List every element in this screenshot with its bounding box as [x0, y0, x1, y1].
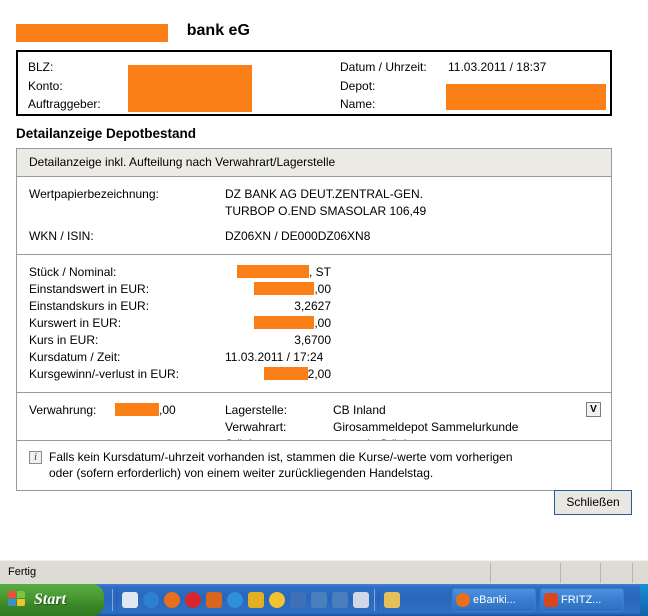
figure-value: , ST — [225, 264, 331, 281]
verwahrung-value: ,00 — [115, 402, 176, 419]
status-text: Fertig — [8, 566, 37, 578]
verwahrart-label: Verwahrart: — [225, 420, 287, 434]
security-name-label: Wertpapierbezeichnung: — [29, 187, 159, 201]
info-line-2: oder (sofern erforderlich) von einem weiter zurückliegenden Handelstag. — [49, 466, 434, 480]
value-redaction — [237, 265, 309, 278]
figure-label: Einstandskurs in EUR: — [29, 299, 150, 313]
name-label: Name: — [340, 97, 376, 111]
info-text — [49, 449, 601, 481]
verwahrart-value: Girosammeldepot Sammelurkunde — [333, 420, 519, 434]
lagerstelle-row — [225, 402, 601, 419]
info-box — [16, 440, 612, 491]
figure-label: Einstandswert in EUR: — [29, 282, 150, 296]
security-section — [17, 177, 611, 255]
forward-icon[interactable] — [332, 592, 348, 608]
verwahrart-row — [225, 419, 601, 436]
figure-value: 3,6700 — [294, 333, 331, 347]
task-button-label: eBanki... — [473, 594, 516, 606]
konto-label: Konto: — [28, 79, 63, 93]
smiley-icon[interactable] — [269, 592, 285, 608]
system-tray[interactable] — [640, 584, 648, 616]
depot-value-redaction — [446, 84, 606, 110]
lagerstelle-value: CB Inland — [333, 403, 386, 417]
figure-row — [29, 349, 601, 366]
toolbar-grip[interactable] — [374, 589, 379, 611]
value-redaction — [115, 403, 159, 416]
figure-label: Kurswert in EUR: — [29, 316, 122, 330]
show-desktop-icon[interactable] — [122, 592, 138, 608]
depot-label: Depot: — [340, 79, 376, 93]
verwahrung-row — [29, 402, 225, 419]
figure-value: ,00 — [225, 315, 331, 332]
status-separator — [560, 563, 561, 583]
auftraggeber-label: Auftraggeber: — [28, 97, 101, 111]
firefox-icon[interactable] — [164, 592, 180, 608]
figure-row — [29, 298, 601, 315]
task-button-fritz[interactable] — [540, 588, 624, 612]
status-bar — [0, 560, 648, 584]
wkn-isin-value: DZ06XN / DE000DZ06XN8 — [225, 229, 371, 243]
figure-label: Kurs in EUR: — [29, 333, 99, 347]
value-redaction — [254, 282, 314, 295]
taskbar — [0, 584, 648, 616]
folder-icon[interactable] — [384, 592, 400, 608]
figure-value: 11.03.2011 / 17:24 — [225, 350, 324, 364]
start-label: Start — [34, 591, 67, 608]
task-buttons — [452, 588, 624, 612]
figure-value: ,00 — [225, 281, 331, 298]
value-redaction — [254, 316, 314, 329]
info-icon: i — [29, 451, 42, 464]
figure-row — [29, 264, 601, 281]
task-button-label: FRITZ... — [561, 594, 602, 606]
figure-row — [29, 332, 601, 349]
figure-value: 2,00 — [225, 366, 331, 383]
start-button[interactable] — [0, 584, 104, 616]
close-button[interactable]: Schließen — [554, 490, 632, 515]
firefox-icon — [456, 593, 470, 607]
status-separator — [600, 563, 601, 583]
task-button-ebanking[interactable] — [452, 588, 536, 612]
security-name-row — [29, 186, 601, 203]
figure-value: 3,2627 — [294, 299, 331, 313]
opera-icon[interactable] — [185, 592, 201, 608]
paint-icon[interactable] — [248, 592, 264, 608]
figure-row — [29, 315, 601, 332]
security-name-line1: DZ BANK AG DEUT.ZENTRAL-GEN. — [225, 187, 424, 201]
aim-icon[interactable] — [290, 592, 306, 608]
media-player-icon[interactable] — [206, 592, 222, 608]
konto-value-redaction — [128, 65, 252, 112]
panel-header: Detailanzeige inkl. Aufteilung nach Verwahrart/Lagerstelle — [17, 149, 611, 177]
security-name-line2: TURBOP O.END SMASOLAR 106,49 — [225, 204, 427, 218]
browser-globe-icon[interactable] — [227, 592, 243, 608]
wkn-isin-row — [29, 228, 601, 245]
wkn-isin-label: WKN / ISIN: — [29, 229, 94, 243]
detail-panel — [16, 148, 612, 463]
bank-title-suffix: bank eG — [186, 22, 250, 39]
arrow-icon[interactable] — [311, 592, 327, 608]
fritzbox-icon — [544, 593, 558, 607]
datum-uhrzeit-value: 11.03.2011 / 18:37 — [448, 60, 547, 74]
bank-title — [16, 22, 250, 40]
figure-label: Kursgewinn/-verlust in EUR: — [29, 367, 180, 381]
info-line-1: Falls kein Kursdatum/-uhrzeit vorhanden ist, stammen die Kurse/-werte vom vorherigen — [49, 450, 513, 464]
figures-section — [17, 255, 611, 393]
expand-details-button[interactable]: V — [586, 402, 601, 417]
verwahrung-label: Verwahrung: — [29, 403, 97, 417]
figure-row — [29, 281, 601, 298]
quick-launch-bar — [112, 584, 405, 616]
row-spacer — [29, 220, 601, 228]
notes-icon[interactable] — [353, 592, 369, 608]
status-separator — [490, 563, 491, 583]
datum-uhrzeit-label: Datum / Uhrzeit: — [340, 60, 427, 74]
toolbar-grip[interactable] — [112, 589, 117, 611]
lagerstelle-label: Lagerstelle: — [225, 403, 288, 417]
windows-flag-icon — [8, 591, 26, 608]
security-name-row2 — [29, 203, 601, 220]
figure-label: Stück / Nominal: — [29, 265, 117, 279]
status-separator — [632, 563, 633, 583]
value-redaction — [264, 367, 308, 380]
blz-label: BLZ: — [28, 60, 54, 74]
figure-label: Kursdatum / Zeit: — [29, 350, 121, 364]
page-title: Detailanzeige Depotbestand — [16, 126, 197, 141]
figure-row — [29, 366, 601, 383]
internet-explorer-icon[interactable] — [143, 592, 159, 608]
account-info-box — [16, 50, 612, 116]
